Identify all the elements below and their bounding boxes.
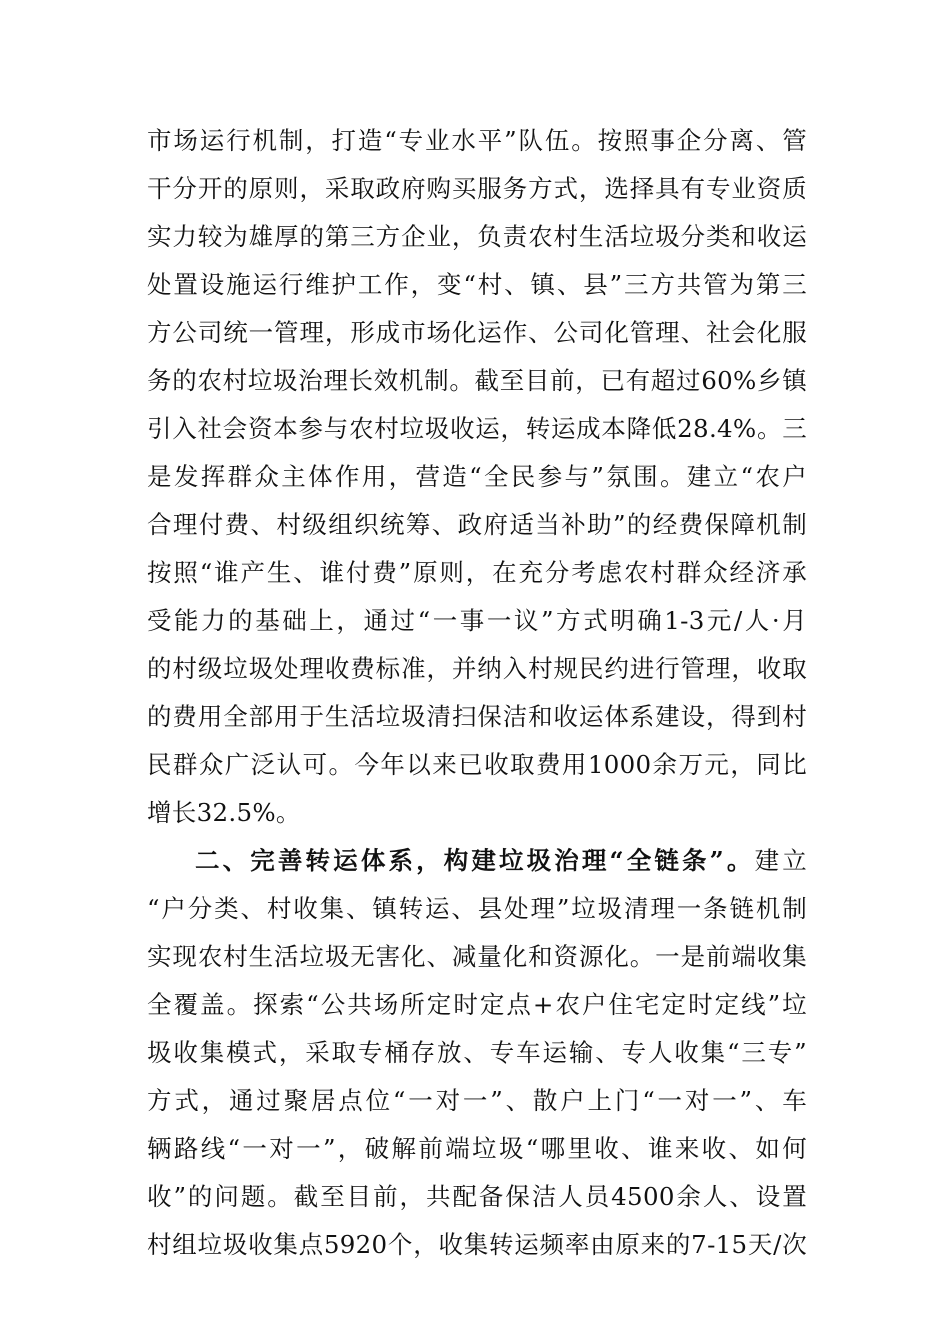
text-line: 实现农村生活垃圾无害化、减量化和资源化。一是前端收集 xyxy=(147,942,807,971)
text-line: 的村级垃圾处理收费标准，并纳入村规民约进行管理，收取 xyxy=(147,654,807,683)
text-line: 务的农村垃圾治理长效机制。截至目前，已有超过60%乡镇 xyxy=(147,366,807,395)
text-line: 实力较为雄厚的第三方企业，负责农村生活垃圾分类和收运 xyxy=(147,222,807,251)
text-line: 的费用全部用于生活垃圾清扫保洁和收运体系建设，得到村 xyxy=(147,702,807,731)
text-line: 方式，通过聚居点位“一对一”、散户上门“一对一”、车 xyxy=(147,1086,807,1115)
heading-line-rest: 建立 xyxy=(754,846,807,875)
text-line: 干分开的原则，采取政府购买服务方式，选择具有专业资质 xyxy=(147,174,807,203)
section-heading-line xyxy=(195,841,807,881)
text-line: 按照“谁产生、谁付费”原则，在充分考虑农村群众经济承 xyxy=(147,558,807,587)
text-line: “户分类、村收集、镇转运、县处理”垃圾清理一条链机制 xyxy=(147,894,807,923)
text-line: 全覆盖。探索“公共场所定时定点+农户住宅定时定线”垃 xyxy=(147,990,807,1019)
text-line: 处置设施运行维护工作，变“村、镇、县”三方共管为第三 xyxy=(147,270,807,299)
text-line: 民群众广泛认可。今年以来已收取费用1000余万元，同比 xyxy=(147,750,807,779)
text-line: 收”的问题。截至目前，共配备保洁人员4500余人、设置 xyxy=(147,1182,807,1211)
text-line: 是发挥群众主体作用，营造“全民参与”氛围。建立“农户 xyxy=(147,462,807,491)
text-line: 圾收集模式，采取专桶存放、专车运输、专人收集“三专” xyxy=(147,1038,807,1067)
text-line: 受能力的基础上，通过“一事一议”方式明确1-3元/人·月 xyxy=(147,606,807,635)
text-line: 村组垃圾收集点5920个，收集转运频率由原来的7-15天/次 xyxy=(147,1230,807,1259)
text-line: 增长32.5%。 xyxy=(147,798,301,827)
text-line: 方公司统一管理，形成市场化运作、公司化管理、社会化服 xyxy=(147,318,807,347)
section-heading: 二、完善转运体系，构建垃圾治理“全链条”。 xyxy=(195,846,755,875)
text-line: 合理付费、村级组织统筹、政府适当补助”的经费保障机制 xyxy=(147,510,807,539)
text-line: 市场运行机制，打造“专业水平”队伍。按照事企分离、管 xyxy=(147,126,807,155)
text-line: 引入社会资本参与农村垃圾收运，转运成本降低28.4%。三 xyxy=(147,414,807,443)
text-line: 辆路线“一对一”，破解前端垃圾“哪里收、谁来收、如何 xyxy=(147,1134,807,1163)
